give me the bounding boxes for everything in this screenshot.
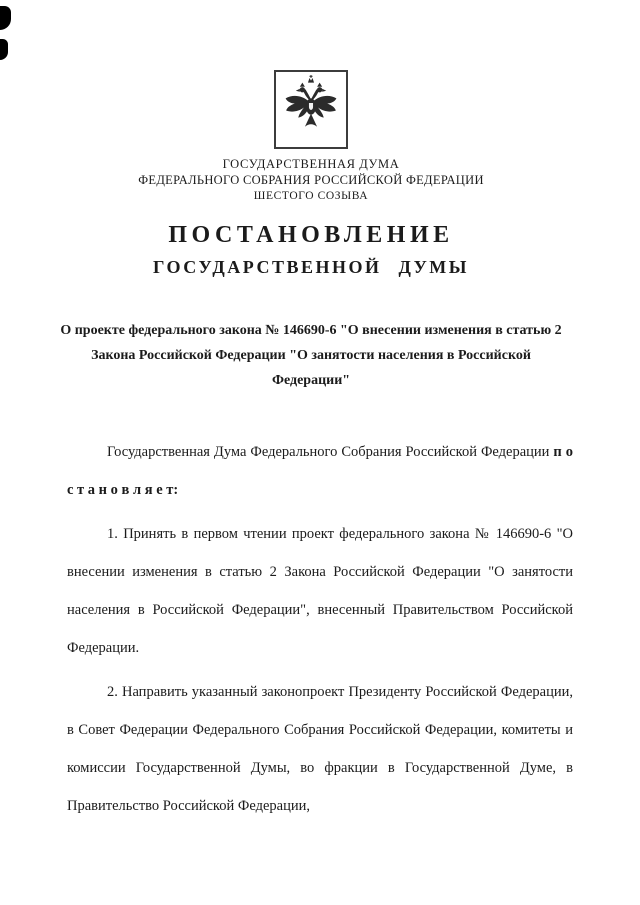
paragraph-item-1: 1. Принять в первом чтении проект федерального закона № 146690-6 "О внесении изменения в статью 2 Закона Российской Федерации "О занятости населения в Российской Федерации", внесенный Правительством Российской Федерации.: [67, 526, 573, 656]
paragraph-item-2: 2. Направить указанный законопроект Президенту Российской Федерации, в Совет Федерации Федерального Собрания Российской Федерации, комитеты и комиссии Государственной Думы, во фракции в Государственной Думе, в Правительство Российской Федерации,: [67, 684, 573, 814]
resolution-body: [67, 433, 573, 825]
coat-of-arms-icon: [280, 74, 342, 145]
coat-of-arms-frame: [274, 70, 348, 149]
document-type-org: ГОСУДАРСТВЕННОЙ ДУМЫ: [153, 257, 469, 277]
org-name-line2: ФЕДЕРАЛЬНОГО СОБРАНИЯ РОССИЙСКОЙ ФЕДЕРАЦИИ: [138, 173, 484, 187]
paragraph-enactment: [67, 433, 573, 509]
scan-artifact: [0, 6, 11, 30]
document-type-word: ПОСТАНОВЛЕНИЕ: [168, 222, 454, 248]
scan-artifact: [0, 39, 8, 60]
org-convocation: ШЕСТОГО СОЗЫВА: [253, 190, 369, 202]
document-header: [0, 70, 631, 278]
enactment-intro-text: Государственная Дума Федерального Собрания Российской Федерации: [107, 444, 550, 460]
org-name-line1: ГОСУДАРСТВЕННАЯ ДУМА: [222, 157, 400, 171]
decree-word: п о с т а н о в л я е т:: [67, 444, 574, 498]
document-type-heading: [0, 221, 631, 278]
resolution-title: О проекте федерального закона № 146690-6 "О внесении изменения в статью 2 Закона Российской Федерации "О занятости населения в Российской Федерации": [60, 323, 562, 388]
